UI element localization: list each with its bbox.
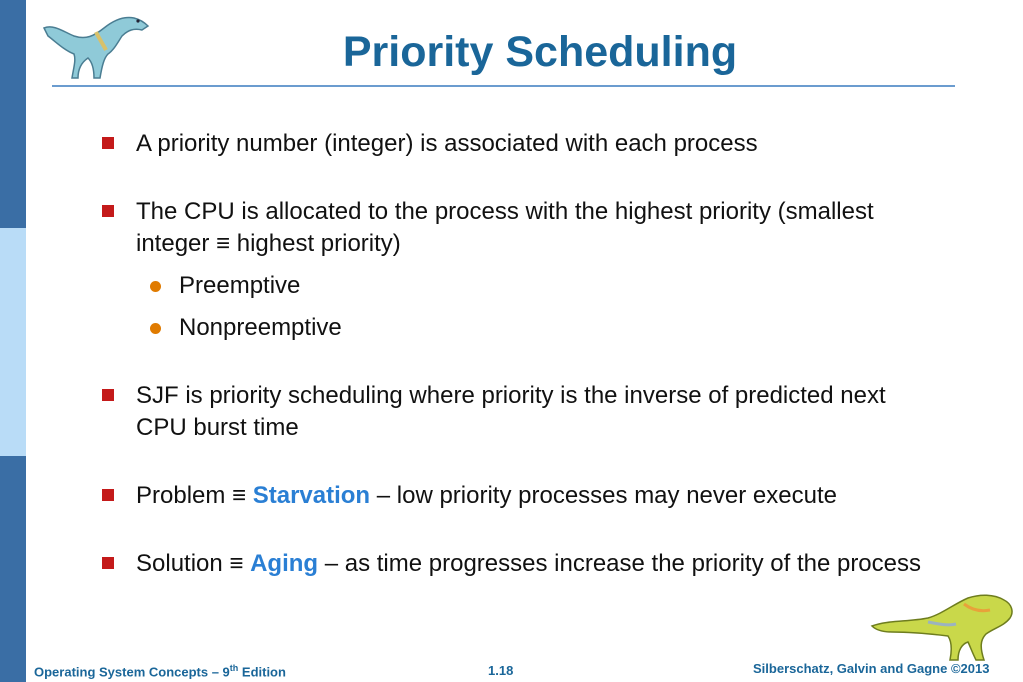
bullet-list — [102, 128, 942, 580]
square-bullet-icon — [102, 137, 114, 149]
bullet-prefix: Problem ≡ — [136, 482, 253, 509]
sub-bullet-text: Nonpreemptive — [179, 314, 342, 341]
sidebar-segment-light — [0, 228, 26, 456]
square-bullet-icon — [102, 205, 114, 217]
bullet-prefix: Solution ≡ — [136, 550, 251, 577]
bullet-item — [102, 380, 942, 444]
starvation-term: Starvation — [252, 482, 371, 509]
bullet-item — [102, 548, 942, 580]
sub-bullet-text: Preemptive — [179, 272, 301, 299]
square-bullet-icon — [102, 489, 114, 501]
bullet-suffix: – low priority processes may never execute — [370, 482, 837, 509]
round-bullet-icon — [150, 323, 161, 334]
footer-book-title — [34, 663, 286, 679]
footer-page-number: 1.18 — [488, 663, 514, 678]
bullet-text: SJF is priority scheduling where priority is the inverse of predicted next CPU burst time — [136, 382, 886, 441]
bullet-item — [102, 196, 942, 260]
bullet-text: The CPU is allocated to the process with the highest priority (smallest integer ≡ highest priority) — [136, 198, 874, 257]
bullet-item — [102, 480, 942, 512]
bullet-suffix: – as time progresses increase the priority of the process — [318, 550, 922, 577]
footer-book-text: Operating System Concepts – 9 — [34, 664, 230, 680]
dinosaur-logo-icon — [868, 586, 1018, 666]
bullet-item — [102, 128, 942, 160]
footer-book-suffix: Edition — [238, 664, 286, 680]
title-divider — [52, 85, 955, 87]
bullet-text: A priority number (integer) is associated with each process — [136, 130, 758, 157]
footer-book-sup: th — [229, 663, 239, 673]
square-bullet-icon — [102, 389, 114, 401]
slide-title: Priority Scheduling — [342, 28, 738, 76]
sidebar-segment-dark — [0, 456, 26, 682]
left-sidebar-stripe — [0, 0, 26, 682]
aging-term: Aging — [250, 550, 319, 577]
square-bullet-icon — [102, 557, 114, 569]
round-bullet-icon — [150, 281, 161, 292]
footer-authors: Silberschatz, Galvin and Gagne ©2013 — [753, 661, 990, 676]
sub-bullet-item — [102, 270, 942, 302]
sub-bullet-item — [102, 312, 942, 344]
